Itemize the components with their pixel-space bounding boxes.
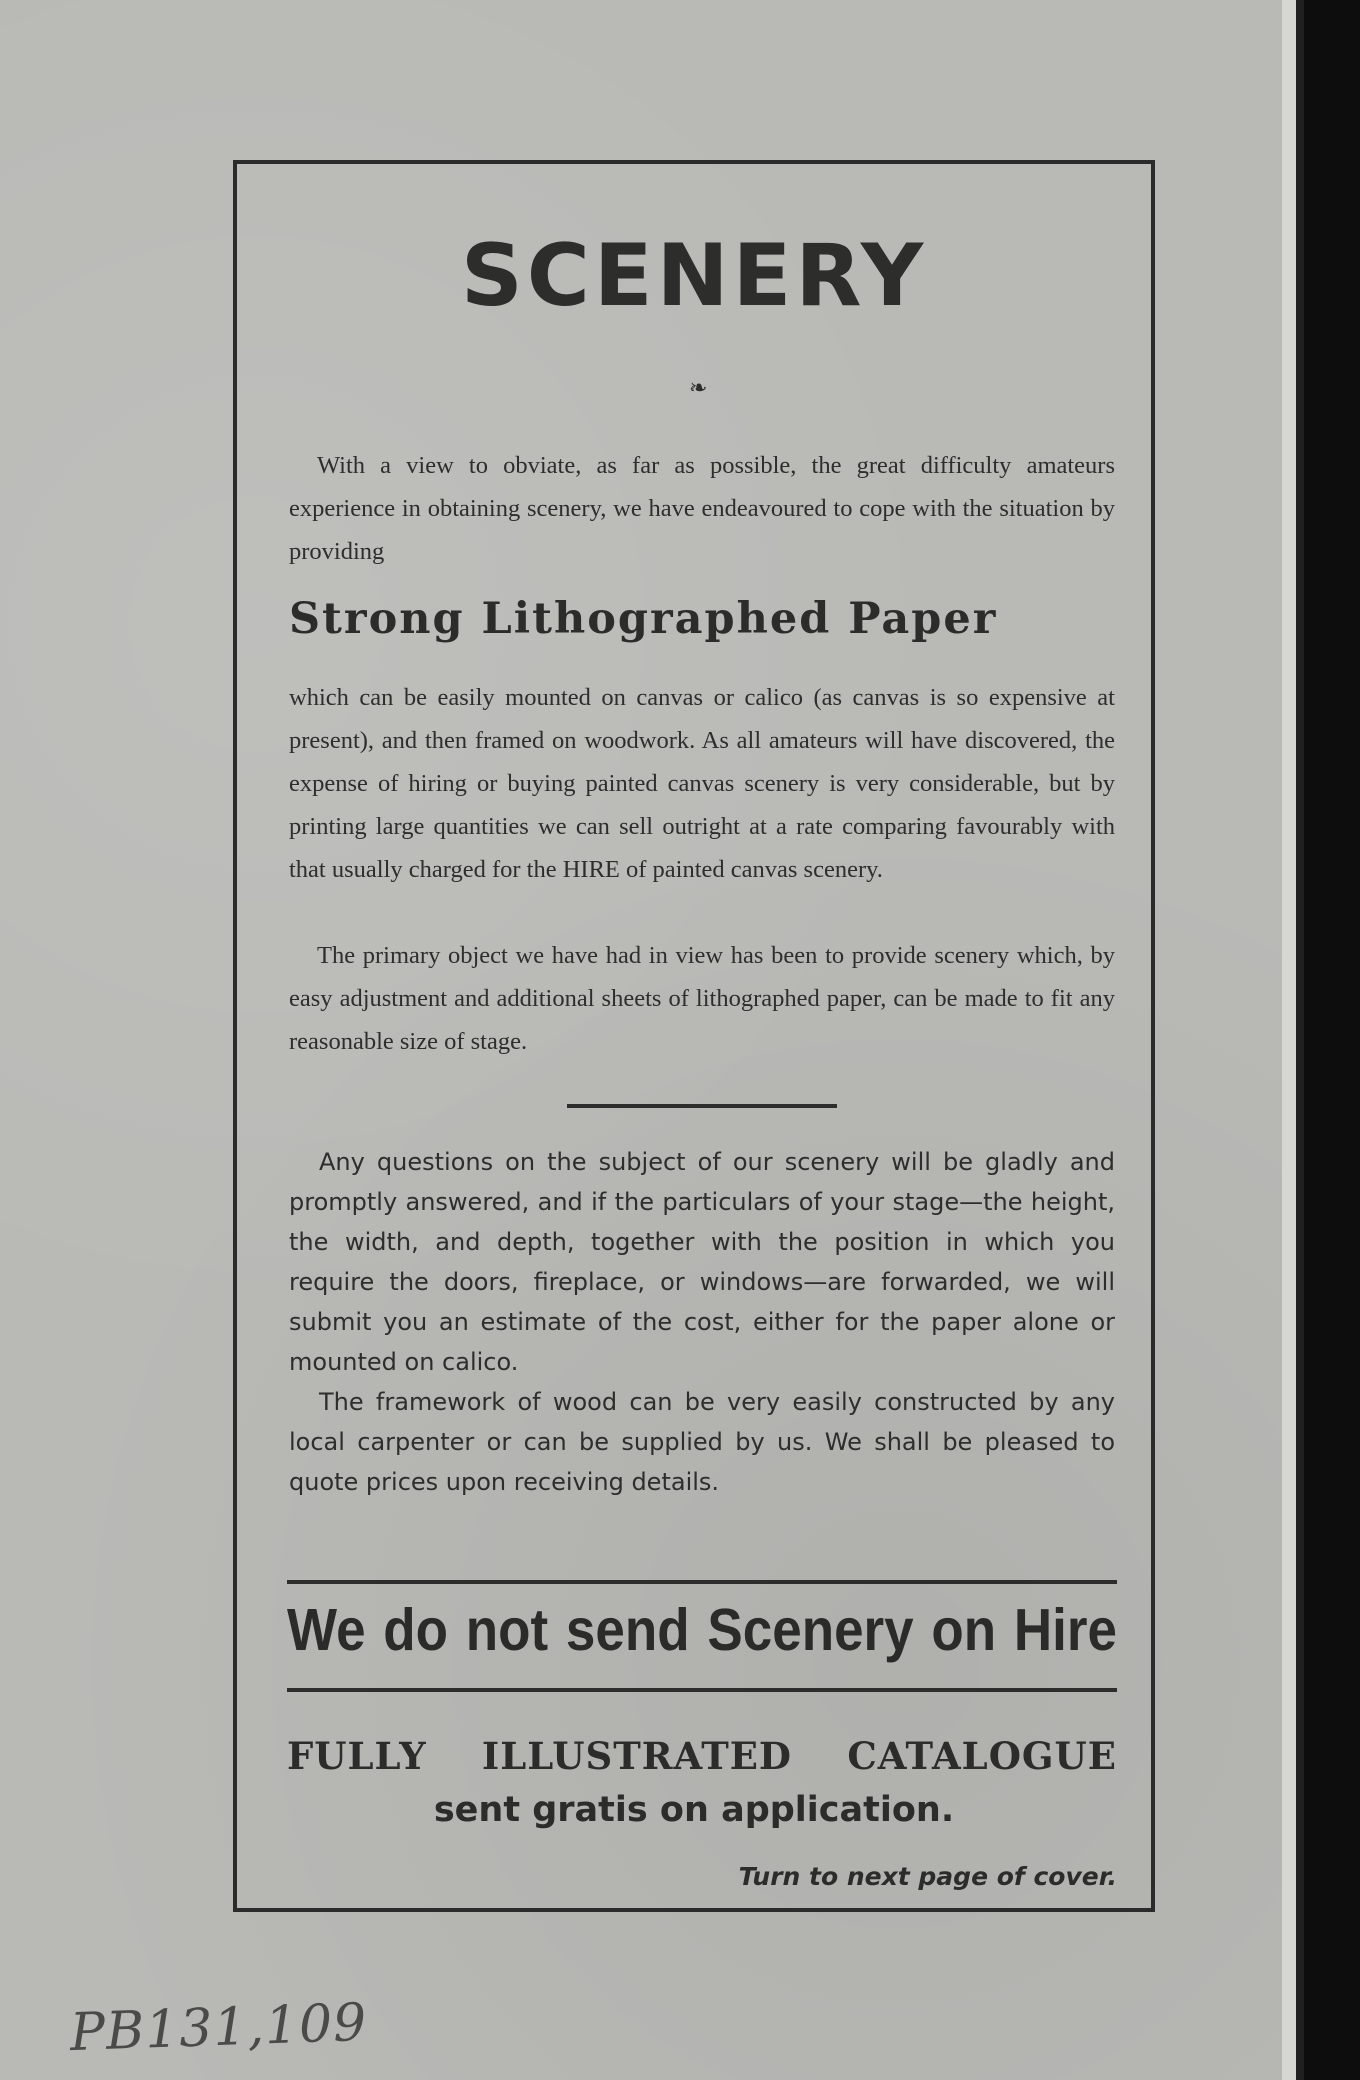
divider-top <box>287 1580 1117 1584</box>
page-edge <box>1282 0 1296 2080</box>
body-paragraph-2: The primary object we have had in view has been to provide scenery which, by easy adjustment and additional sheets of lithographed paper, can be made to fit any reasonable size of stage. <box>289 942 1115 1055</box>
catalogue-subtext: sent gratis on application. <box>433 1790 955 1830</box>
page-title: SCENERY <box>460 226 928 326</box>
catalogue-heading: FULLY ILLUSTRATED CATALOGUE <box>287 1734 1117 1778</box>
page-gap <box>1296 0 1304 2080</box>
notice-heading: We do not send Scenery on Hire <box>287 1597 1117 1664</box>
ornament-icon: ❧ <box>689 376 708 401</box>
divider-bottom <box>287 1688 1117 1692</box>
body-paragraph-1: which can be easily mounted on canvas or calico (as canvas is so expensive at present), and then framed on woodwork. As all amateurs will have discovered, the expense of hiring or buying painted canvas scenery is very considerable, but by printing large quantities we can sell outright at a rate comparing favourably with that usually charged for the HIRE of painted canvas scenery. <box>289 684 1115 883</box>
intro-paragraph: With a view to obviate, as far as possible, the great difficulty amateurs experience in obtaining scenery, we have endeavoured to cope with the situation by providing <box>289 452 1115 565</box>
questions-paragraph-2: The framework of wood can be very easily constructed by any local carpenter or can be supplied by us. We shall be pleased to quote prices upon receiving details. <box>289 1388 1115 1496</box>
questions-paragraph-1: Any questions on the subject of our scenery will be gladly and promptly answered, and if the particulars of your stage—the height, the width, and depth, together with the position in which you require the doors, fireplace, or windows—are forwarded, we will submit you an estimate of the cost, either for the paper alone or mounted on calico. <box>289 1148 1115 1376</box>
subheading: Strong Lithographed Paper <box>289 594 998 644</box>
turn-page-note: Turn to next page of cover. <box>738 1862 1117 1891</box>
divider-short <box>567 1104 837 1108</box>
handwritten-reference: PB131,109 <box>69 1992 369 2064</box>
advertisement-frame <box>233 160 1155 1912</box>
